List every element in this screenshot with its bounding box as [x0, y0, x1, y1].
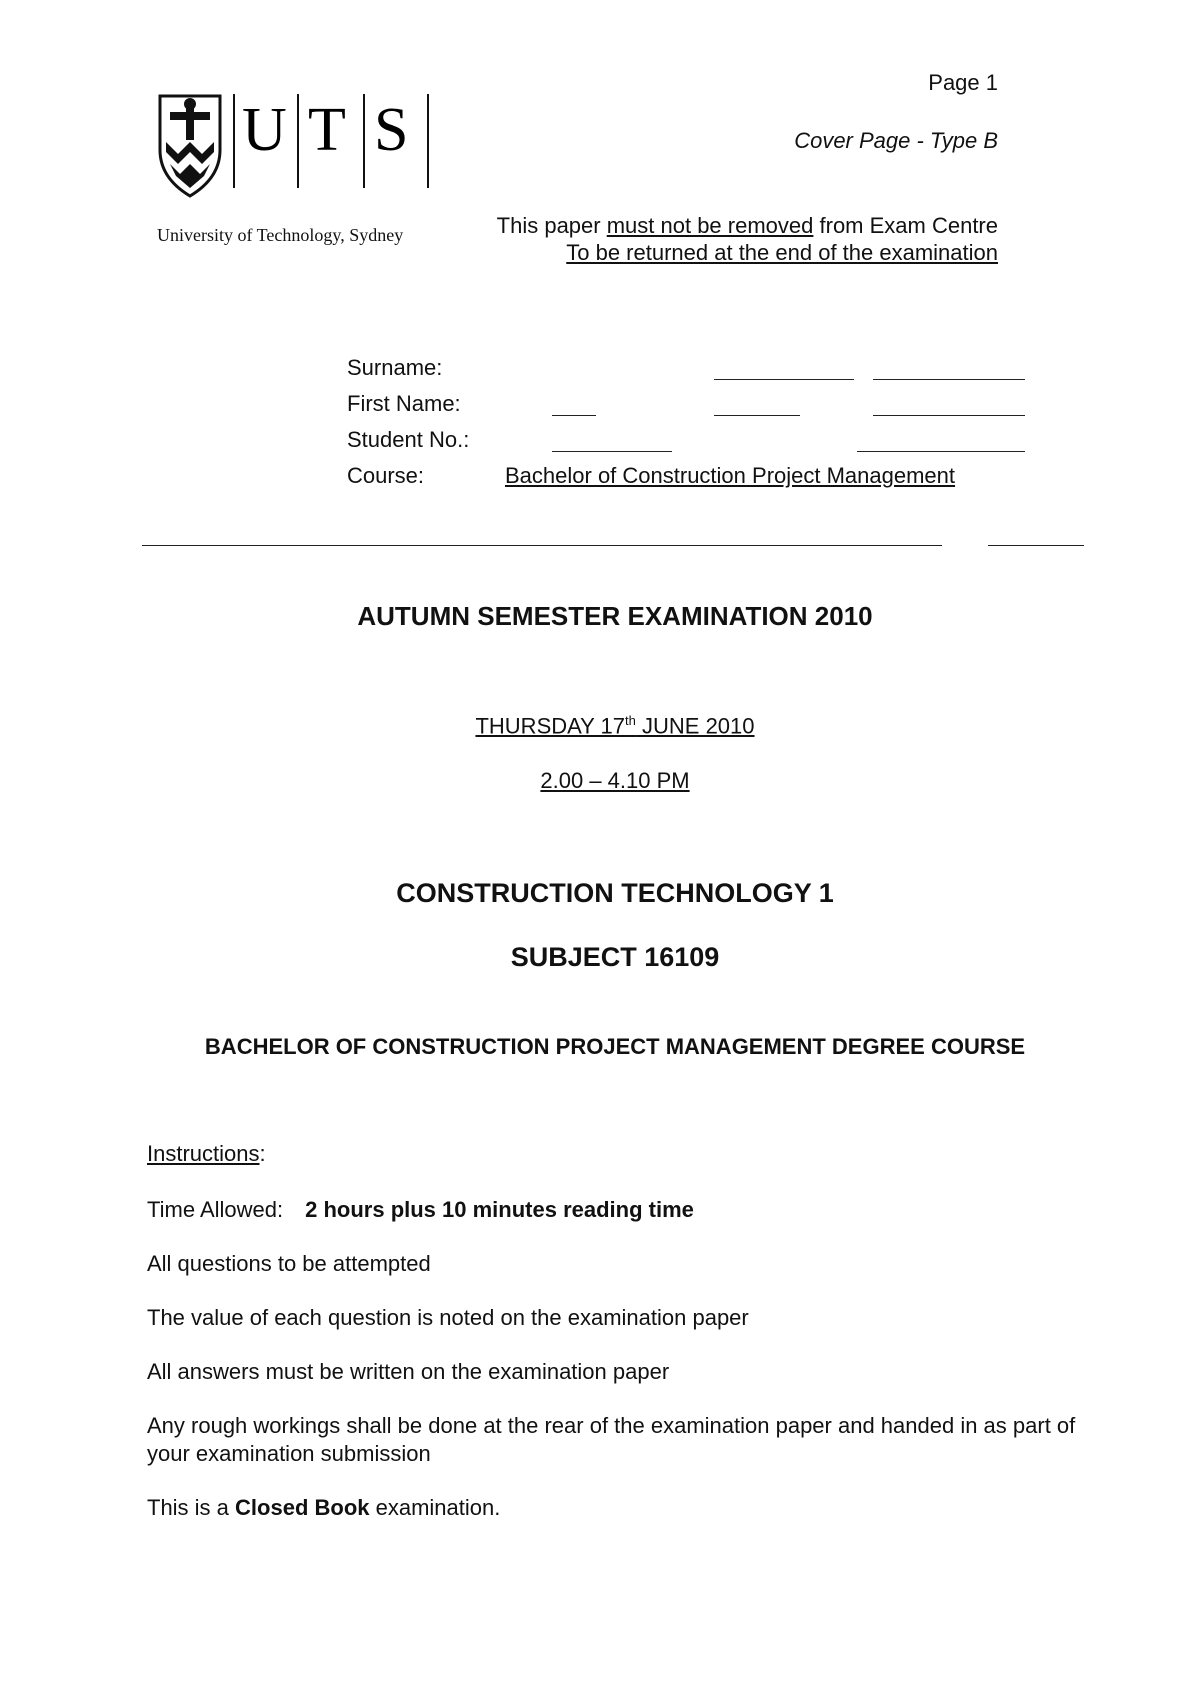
first-name-blank-1[interactable] [552, 415, 596, 416]
course-value: Bachelor of Construction Project Management [505, 463, 956, 488]
exam-title: AUTUMN SEMESTER EXAMINATION 2010 [357, 601, 873, 631]
divider-line [142, 545, 942, 546]
subject-code: SUBJECT 16109 [510, 942, 720, 972]
student-no-blank-1[interactable] [552, 451, 672, 452]
university-name: University of Technology, Sydney [157, 225, 404, 245]
instruction-line: All answers must be written on the examination paper [147, 1359, 670, 1384]
instruction-line: The value of each question is noted on the examination paper [147, 1305, 749, 1330]
instruction-line: All questions to be attempted [147, 1251, 431, 1276]
first-name-blank-2[interactable] [714, 415, 800, 416]
logo-letter-u: U [242, 96, 287, 164]
instruction-line: Any rough workings shall be done at the rear of the examination paper and handed in as part of your examination submission [147, 1413, 1076, 1466]
student-no-blank-2[interactable] [857, 451, 1025, 452]
surname-blank-2[interactable] [873, 379, 1025, 380]
first-name-blank-3[interactable] [873, 415, 1025, 416]
exam-date: THURSDAY 17th JUNE 2010 [475, 713, 755, 739]
uts-logo [158, 92, 458, 202]
instruction-line: This is a Closed Book examination. [147, 1495, 501, 1520]
surname-blank-1[interactable] [714, 379, 854, 380]
subject-name: CONSTRUCTION TECHNOLOGY 1 [396, 878, 834, 908]
instructions-heading: Instructions: [147, 1141, 266, 1166]
removal-notice: This paper must not be removed from Exam Centre To be returned at the end of the examination [496, 213, 998, 265]
time-allowed: Time Allowed: 2 hours plus 10 minutes reading time [147, 1197, 694, 1222]
uts-crest-icon [160, 96, 220, 196]
exam-time: 2.00 – 4.10 PM [540, 768, 690, 793]
page-number: Page 1 [928, 70, 998, 95]
student-no-label: Student No.: [347, 427, 470, 452]
logo-letter-t: T [308, 96, 346, 164]
course-label: Course: [347, 463, 425, 488]
logo-letter-s: S [374, 96, 409, 164]
first-name-label: First Name: [347, 391, 461, 416]
cover-type-label: Cover Page - Type B [794, 128, 998, 153]
surname-label: Surname: [347, 355, 443, 380]
divider-line-short [988, 545, 1084, 546]
course-title: BACHELOR OF CONSTRUCTION PROJECT MANAGEMENT DEGREE COURSE [204, 1034, 1026, 1059]
